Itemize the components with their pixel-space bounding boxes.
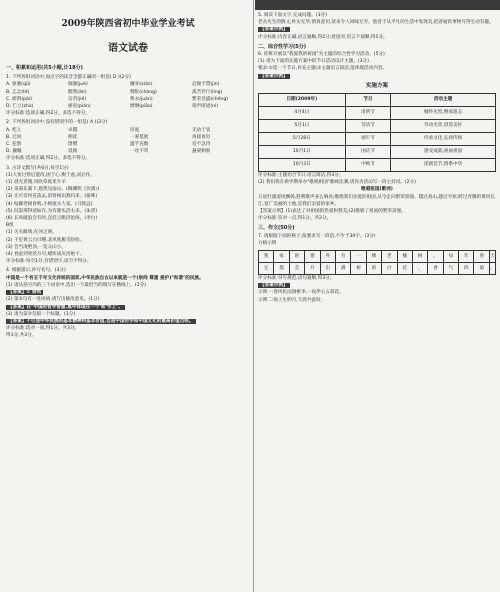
option: 黯然(àn)	[68, 89, 87, 95]
option: 嫌弃(xián)	[130, 82, 153, 88]
option: A. 屹立	[6, 127, 22, 133]
option: 朗读	[68, 134, 78, 140]
answer-line: (4) 枯藤老树昏鸦,小桥流水人家。(马致远)	[6, 201, 93, 207]
answer-line: (6) 长风破浪会有时,直挂云帆济沧海。(李白)	[6, 216, 98, 222]
question-4-item: (3) 请为第③句拟一个标题。(1分)	[6, 311, 76, 317]
option: 忍俊不禁(jìn)	[192, 82, 220, 88]
answer-line: (3) 会当凌绝顶,一览众山小。	[6, 244, 66, 250]
answer-line: (4) 春蚕到死丝方尽,蜡炬成灰泪始干。	[6, 252, 85, 258]
option: 迫不急待	[192, 142, 211, 148]
question-2-note: 评分标准:选项正确,得2分。多选不得分。	[6, 156, 91, 162]
answer-example: 示例二:海上生明月,天涯共此时。	[258, 297, 326, 303]
grid-cell: 家	[274, 251, 289, 263]
option: 一丝不苟	[130, 149, 149, 155]
table-cell: 10月3日	[259, 159, 346, 172]
table-cell: 劳动节	[345, 120, 391, 133]
question-1	[6, 74, 250, 117]
grid-cell: 的	[289, 251, 304, 263]
option: 无动于衷	[192, 127, 211, 133]
table-cell: 5月1日	[259, 120, 346, 133]
question-4-answer: 【答案】① 崇尚	[8, 290, 42, 296]
grid-cell: 香	[428, 263, 443, 275]
option: A. 驱驰(qū)	[6, 82, 31, 88]
question-6-requirement: 要求:①选一个节日,补充主题;②主题语言简洁,能体现活动内容。	[258, 66, 388, 72]
question-1-options	[6, 81, 250, 110]
grid-cell: 会	[289, 263, 304, 275]
grid-cell: 槐	[397, 251, 412, 263]
option: 骈进(pián)	[68, 104, 91, 110]
option: B. 迂回	[6, 134, 22, 140]
question-2	[6, 119, 250, 162]
table-row	[259, 133, 496, 146]
grid-cell: 四	[459, 263, 474, 275]
grid-row	[259, 251, 496, 263]
grid-row	[259, 263, 496, 275]
answer-label: 【答案示例】	[260, 73, 288, 79]
table-header: 日期(2009年)	[259, 94, 346, 107]
plan-title: 实施方案	[365, 82, 388, 89]
option: 滥竽充数	[130, 142, 149, 148]
grid-cell: 它	[259, 263, 274, 275]
section-1-heading: 一、积累和运用(共5小题,计18分)	[6, 65, 83, 71]
table-cell: 国庆节	[345, 146, 391, 159]
question-3-part-a: (1)人恒过然后能改,困于心,衡于虑,而后作。	[6, 172, 95, 178]
table-cell: 团圆佳节,情系中华	[391, 159, 496, 172]
writing-grid	[258, 250, 496, 275]
option: 孤苦伶仃(líng)	[192, 89, 223, 95]
answer-example: 示例一:春风化雨润桃李,一夜伴心五彩花。	[258, 290, 344, 296]
question-6-stem: 6. 你班开展以"我爱我的祖国"为主题的综合性学习活动。(5分)	[258, 52, 385, 58]
question-4-answer: 【答案】不仅是中华民族的基本精神和基本价值,也是中国哲学和中国文化的最高价值目标。	[8, 318, 194, 324]
option: C. 澎湃(pài)	[6, 96, 32, 102]
answer-line: (1) 关关雎鸠,在河之洲。	[6, 230, 57, 236]
option: B. 忐忑(tè)	[6, 89, 30, 95]
section-3-heading: 三、作文(50分)	[258, 225, 295, 232]
answer-line: (2) 千里黄云白日曛,北风吹雁雪纷纷。	[6, 237, 85, 243]
grid-cell: 树	[351, 263, 366, 275]
question-3-note: 评分标准:每空1分,有错别字,该空不得分。	[6, 259, 92, 265]
grid-cell: 老	[382, 251, 397, 263]
right-column	[258, 0, 496, 304]
answer-line: (5) 问渠那得清如许,为有源头活水来。(朱熹)	[6, 208, 98, 214]
question-4-note: 评分标准:选对一项,得1分。共3分。	[6, 326, 80, 332]
grid-cell: 花	[397, 263, 412, 275]
table-cell: 10月1日	[259, 146, 346, 159]
grid-cell: 满	[335, 263, 350, 275]
option: 再接再厉	[192, 134, 211, 140]
question-2-options	[6, 127, 250, 156]
option: D. 颠簸	[6, 149, 22, 155]
plan-note: 评分标准:主题切合节日,语言简洁,得3分。	[258, 173, 344, 179]
option: 诘责(jié)	[68, 96, 87, 102]
left-column	[6, 0, 250, 340]
table-cell: 中秋节	[345, 159, 391, 172]
question-7-stem: 7. 请根据下面的格子,按要求写一段话,不少于30字。(3分)	[258, 233, 376, 239]
table-cell: 清明节	[345, 107, 391, 120]
left-footer: 得1分,共3分。	[6, 333, 37, 339]
grid-cell: 棵	[366, 251, 381, 263]
table-cell: 4月4日	[259, 107, 346, 120]
answer-label: 【答案示例】	[260, 283, 288, 289]
answer-line: (2) 采菊东篱下,悠然见南山。(陶渊明《饮酒》)	[6, 187, 100, 193]
paper-title: 语文试卷	[108, 43, 148, 54]
section-2-heading: 二、综合性学习(5分)	[258, 43, 307, 50]
question-4-item: (1) 请从括号内的三个词语中,选出一个最恰当的填写在横线上。(1分)	[6, 282, 146, 288]
grid-cell: 窗	[305, 251, 320, 263]
option: C. 犯愁	[6, 142, 22, 148]
table-row	[259, 159, 496, 172]
question-6-sub2: (2) 我们班在新学期举办"歌唱祖国"歌咏比赛,请你为活动写一段主持词。(2分)	[258, 180, 416, 186]
option: 繁荣昌盛(chéng)	[192, 96, 229, 102]
grid-cell: 都	[274, 263, 289, 275]
grid-cell: 白	[382, 263, 397, 275]
answer-line: (1) 晨光熹微,风吹草低见牛羊	[6, 180, 66, 186]
option: 馈赠	[68, 142, 78, 148]
question-4-answer: 【答案】在"中国的哲学智慧,集中体现在一个'和'字上"。	[8, 304, 124, 310]
option: 缥缈(piāo)	[130, 104, 153, 110]
option: 一筹莫展	[130, 134, 149, 140]
table-cell: 缅怀先烈,继承遗志	[391, 107, 496, 120]
table-cell: 5月28日	[259, 133, 346, 146]
grid-cell: 外	[320, 251, 335, 263]
grid-cell: 春	[474, 251, 489, 263]
question-2-stem: 2. 下列各组词语中,没有错别字的一组是( A )(2分)	[6, 120, 108, 126]
grid-cell: 一	[351, 251, 366, 263]
table-cell: 劳动光荣,创造美好	[391, 120, 496, 133]
question-3-stem: 3. 古诗文默写(共6分,每空1分)	[6, 165, 69, 171]
grid-cell: 气	[443, 263, 458, 275]
table-row	[259, 120, 496, 133]
question-3	[6, 165, 250, 266]
option: 销声匿迹(nì)	[192, 104, 219, 110]
question-5-answer: 【答案示例】	[260, 27, 288, 33]
question-6-sub: (1) 请为下面的实施方案中的节日活动设计主题。(3分)	[258, 59, 369, 65]
question-1-stem: 1. 下列各组词语中,加点字的读音全都正确的一组是( D )(2分)	[6, 75, 131, 81]
table-header: 节日	[345, 94, 391, 107]
question-6-answer: 【答案示例】(1)表达了对祖国的热爱和赞美;(2)歌唱了祖国的繁荣富强。	[258, 209, 406, 215]
question-4-item: (2) 第②句有一处语病,请写出修改意见。(1分)	[6, 297, 100, 303]
grid-cell: 开	[305, 263, 320, 275]
option: 卓越	[68, 127, 78, 133]
grid-cell: 树	[412, 251, 427, 263]
table-header-row	[259, 94, 496, 107]
question-1-note: 评分标准:选项正确,得2分。多选不得分。	[6, 111, 91, 117]
plan-table	[258, 93, 496, 172]
grid-cell: 溢	[474, 263, 489, 275]
song-text: 五星红旗迎风飘扬,胜利歌声多么响亮,歌唱我们亲爱的祖国,从今走向繁荣富强。越过高山,越过平原,跨过奔腾的黄河长江,宽广美丽的土地,是我们亲爱的家乡。	[258, 194, 495, 207]
grid-cell: 我	[259, 251, 274, 263]
grid-label: 方格示例	[258, 240, 277, 246]
question-4-stem: 4. 根据提示,补写名句。(3分)	[6, 268, 66, 274]
table-row	[259, 107, 496, 120]
question-5-stem: 5. 阅读下面文字,完成问题。(3分)	[258, 13, 327, 18]
grid-cell: 。	[489, 263, 495, 275]
table-cell: 端午节	[345, 133, 391, 146]
question-5-text: 老舍先生的散文,朴实无华,情真意切,读来令人回味无穷。他善于从平凡的生活中发现美,把普通的事物写得生动有趣。	[258, 20, 494, 26]
option: 隽永(juàn)	[130, 96, 153, 102]
option: 悬梁刺股	[192, 149, 211, 155]
grid-cell: 的	[366, 263, 381, 275]
grid-cell: 有	[335, 251, 350, 263]
option: 诋毁	[68, 149, 78, 155]
grid-cell: ，	[412, 263, 427, 275]
question-3-part-b: B组	[6, 223, 14, 229]
question-6-note: 评分标准:答对一点,得1分。共2分。	[258, 216, 332, 222]
exam-title: 2009年陕西省初中毕业学业考试	[61, 19, 195, 29]
table-header: 活动主题	[391, 94, 496, 107]
grid-cell: 。	[428, 251, 443, 263]
grid-cell: 出	[320, 263, 335, 275]
column-divider	[253, 0, 254, 592]
question-4-passage: 中国是一个有五千年文化传统的国家,中华民族自古以来就是一个(崇尚 尊重 爱护)"和谐"的民族。	[6, 275, 204, 281]
answer-line: (3) 无可奈何花落去,似曾相识燕归来。(晏殊)	[6, 194, 98, 200]
grid-cell: 天	[489, 251, 495, 263]
question-5-note: 评分标准:内容正确,语言通顺,得2分;意思对,语言不通顺,得1分。	[258, 34, 388, 40]
table-row	[259, 146, 496, 159]
song-title: 歌唱祖国(歌词)	[361, 187, 393, 193]
option: 倔强(jué)	[68, 82, 88, 88]
grid-cell: 年	[459, 251, 474, 263]
question-4	[6, 267, 250, 332]
option: D. 伫立(zhù)	[6, 104, 34, 110]
table-cell: 感受成就,祝福祖国	[391, 146, 496, 159]
option: 惆怅(chàng)	[130, 89, 157, 95]
question-7-note: 评分标准:书写规范,语句通顺,得3分。	[258, 276, 335, 282]
option: 怪诞	[130, 127, 140, 133]
table-cell: 传承文化,弘扬传统	[391, 133, 496, 146]
grid-cell: 每	[443, 251, 458, 263]
